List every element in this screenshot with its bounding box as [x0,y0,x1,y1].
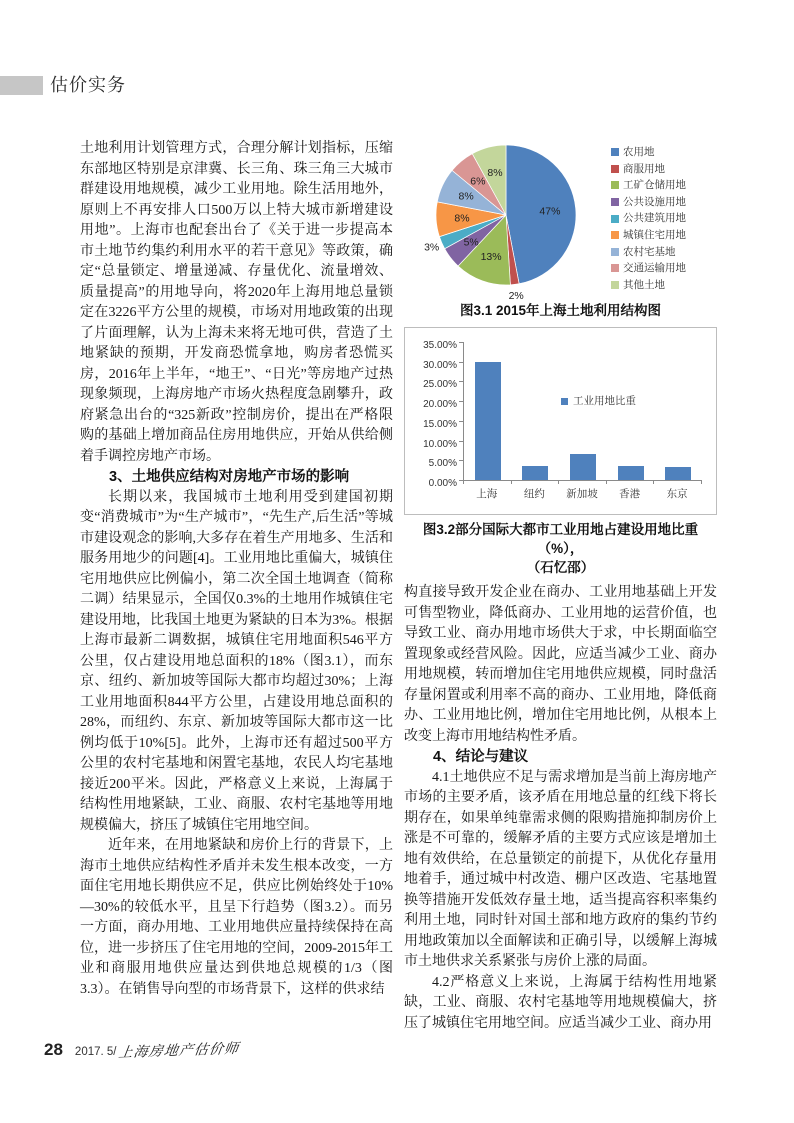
bar-legend-label: 工业用地比重 [573,395,636,407]
bar-category-label: 上海 [476,488,498,500]
pie-chart-svg [406,139,606,299]
x-axis-tick [606,480,607,484]
bar [618,466,644,480]
page-footer [44,1040,239,1060]
bar [665,467,691,480]
y-axis-tick-label: 30.00% [423,359,457,371]
pie-legend-swatch [611,165,619,173]
section-title: 估价实务 [50,75,126,95]
bar [522,466,548,480]
paragraph: 长期以来，我国城市土地利用受到建国初期变“消费城市”为“生产城市”，“先生产,后生活”等城市建设观念的影响,大多存在着生产用地多、生活和服务用地少的问题[4]。工业用地比重偏大，城镇住宅用地供应比例偏小，第二次全国土地调查（简称二调）结果显示，全国仅0.3%的土地用作城镇住宅建设用地，比我国土地更为紧缺的日本为3%。根据上海市最新二调数据，城镇住宅用地面积546平方公里，仅占建设用地总面积的18%（图3.1），而东京、纽约、新加坡等国际大都市均超过30%；上海工业用地面积844平方公里，占建设用地总面积的28%，而纽约、东京、新加坡等国际大都市这一比例均低于10%[5]。此外，上海市还有超过500平方公里的农村宅基地和闲置宅基地，农民人均宅基地接近200平米。因此，严格意义上来说，上海属于结构性用地紧缺，工业、商服、农村宅基地等用地规模偏大，挤压了城镇住宅用地空间。 [80,489,393,833]
x-axis-tick [701,480,702,484]
figure-3-1-caption: 图3.1 2015年上海土地利用结构图 [459,303,662,318]
pie-legend-swatch [611,148,619,156]
bar-column [464,342,512,480]
bar-category-label: 东京 [666,488,688,500]
paragraph: 4.1土地供应不足与需求增加是当前上海房地产市场的主要矛盾，该矛盾在用地总量的红线下将长期存在，如果单纯靠需求侧的限购措施抑制房价上涨是不可靠的，缓解矛盾的主要方式应该是增加土地有效供给，在总量锁定的前提下，从优化存量用地着手，通过城中村改造、棚户区改造、宅基地置换等措施开发低效存量土地，适当提高容积率集约利用土地，同时针对国土部和地方政府的集约节约用地政策加以全面解读和正确引导，以缓解上海城市土地供求关系紧张与房价上涨的局面。 [404,769,717,969]
figure-3-2-caption-line2: （石忆邵） [526,560,595,575]
bar-column [512,342,560,480]
y-axis-tick [459,342,463,343]
page-number: 28 [44,1040,63,1059]
pie-slice-label: 5% [463,236,479,249]
pie-legend-swatch [611,198,619,206]
left-column [80,139,393,1000]
pie-legend-swatch [611,215,619,223]
bar-legend [561,391,636,412]
pie-legend-label: 农村宅基地 [623,245,676,258]
pie-legend-item [611,277,717,294]
pie-slice-label: 6% [470,175,486,188]
y-axis-tick [459,421,463,422]
paragraph: 土地利用计划管理方式，合理分解计划指标，压缩东部地区特别是京津冀、长三角、珠三角三大城市群建设用地规模，减少工业用地。除生活用地外，原则上不再安排人口500万以上特大城市新增建设用地”。上海市也配套出台了《关于进一步提高本市土地节约集约利用水平的若干意见》等政策，确定“总量锁定、增量递减、存量优化、流量增效、质量提高”的用地导向，将2020年上海用地总量锁定在3226平方公里的规模，市场对用地政策的出现了片面理解，认为上海未来将无地可供，营造了土地紧缺的预期，开发商恐慌拿地，购房者恐慌买房，2016年上半年，“地王”、“日光”等房地产过热现象频现，上海房地产市场火热程度急剧攀升，政府紧急出台的“325新政”控制房价，提出在严格限购的基础上增加商品住房用地供应，开始从供给侧着手调控房地产市场。 [80,141,393,464]
section-heading-4: 4、结论与建议 [433,749,529,765]
y-axis-tick [459,441,463,442]
issue-label: 2017. 5/ [74,1046,117,1058]
bar-plot-area [463,342,702,481]
x-axis-tick [511,480,512,484]
pie-slice-label: 2% [508,289,524,299]
pie-legend-swatch [611,181,619,189]
y-axis-tick-label: 20.00% [423,399,457,411]
y-axis-tick-label: 35.00% [423,340,457,351]
figure-3-2-caption-line1: 图3.2部分国际大都市工业用地占建设用地比重（%）， [422,522,699,556]
paragraph: 近年来，在用地紧缺和房价上行的背景下，上海市土地供应结构性矛盾并未发生根本改变，一方面住宅用地长期供应不足，供应比例始终处于10%—30%的较低水平，且呈下行趋势（图3.2）。而另一方面，商办用地、工业用地供应量持续保持在高位，进一步挤压了住宅用地的空间，2009-2015年工业和商服用地供应量达到供地总规模的1/3（图3.3）。在销售导向型的市场背景下，这样的供求结 [80,838,393,997]
pie-legend [611,144,717,293]
pie-legend-swatch [611,248,619,256]
figure-3-2-bar-chart [404,327,717,515]
y-axis-tick-label: 15.00% [423,418,457,430]
figure-3-1-pie-chart [404,139,717,299]
pie-slice-label: 8% [487,166,503,179]
pie-legend-label: 其他土地 [623,278,665,291]
pie-legend-swatch [611,281,619,289]
bar-legend-swatch [561,398,568,405]
pie-legend-label: 农用地 [623,146,655,159]
bar-category-label: 纽约 [523,488,545,500]
bar [570,454,596,480]
figure-3-2-caption [404,520,717,577]
pie-slice-label: 13% [480,251,502,263]
x-axis-tick [558,480,559,484]
pie-slice-label: 8% [458,190,474,203]
pie-slice-label: 47% [539,205,561,218]
y-axis-tick [459,381,463,382]
x-axis-tick [653,480,654,484]
bar-category-label: 香港 [619,488,641,500]
y-axis-tick-label: 25.00% [423,379,457,391]
y-axis-tick [459,362,463,363]
pie-legend-label: 公共建筑用地 [623,212,686,225]
bar-category-label: 新加坡 [566,488,598,500]
header-accent-block [0,76,43,95]
paragraph: 构直接导致开发企业在商办、工业用地基础上开发可售型物业，降低商办、工业用地的运营价值，也导致工业、商办用地市场供大于求，中长期面临空置现象或经营风险。因此，应适当减少工业、商办用地规模，转而增加住宅用地供应规模，同时盘活存量闲置或利用率不高的商办、工业用地，降低商办、工业用地比例，增加住宅用地比例，从根本上改变上海市用地结构性矛盾。 [404,585,717,744]
x-axis-tick [463,480,464,484]
pie-legend-label: 公共设施用地 [623,195,686,208]
paragraph: 4.2严格意义上来说，上海属于结构性用地紧缺，工业、商服、农村宅基地等用地规模偏大，挤压了城镇住宅用地空间。应适当减少工业、商办用 [404,974,717,1031]
bar-column [654,342,702,480]
y-axis-tick-label: 5.00% [428,458,457,470]
journal-logo-script: 上海房地产估价师 [116,1041,240,1062]
y-axis-tick-label: 0.00% [428,478,457,489]
pie-legend-label: 交通运输用地 [623,262,686,275]
y-axis-tick-label: 10.00% [423,438,457,450]
pie-slice-label: 3% [424,241,440,254]
pie-slice-label: 8% [454,212,470,225]
pie-legend-label: 工矿仓储用地 [623,179,686,192]
pie-legend-swatch [611,231,619,239]
pie-legend-label: 城镇住宅用地 [623,229,686,242]
pie-legend-label: 商服用地 [623,162,665,175]
section-heading-3: 3、土地供应结构对房地产市场的影响 [109,469,350,485]
bar [475,362,501,480]
right-column [404,139,717,1034]
y-axis-tick [459,460,463,461]
y-axis-tick [459,401,463,402]
bar-x-axis-labels [463,484,701,505]
pie-legend-swatch [611,264,619,272]
